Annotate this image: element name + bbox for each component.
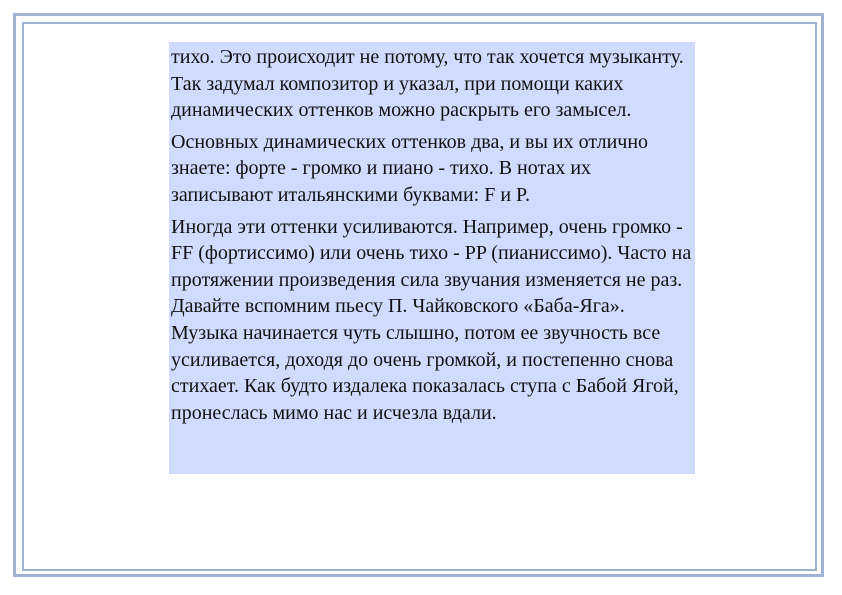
paragraph-2: Основных динамических оттенков два, и вы их отлично знаете: форте - громко и пиано - тихо. В нотах их записывают итальянскими буквами: F и P. — [171, 130, 649, 206]
paragraph-1: тихо. Это происходит не потому, что так хочется музыканту. Так задумал композитор и указал, при помощи каких динамических оттенков можно раскрыть его замысел. — [171, 46, 684, 122]
text-box — [169, 42, 695, 474]
paragraph-3: Иногда эти оттенки усиливаются. Например, очень громко - FF (фортиссимо) или очень тихо - PP (пианиссимо). Часто на протяжении произведения сила звучания изменяется не раз. Давайте вспомним пьесу П. Чайковского «Баба-Яга». Музыка начинается чуть слышно, потом ее звучность все усиливается, доходя до очень громкой, и постепенно снова стихает. Как будто издалека показалась ступа с Бабой Ягой, пронеслась мимо нас и исчезла вдали. — [171, 215, 692, 424]
